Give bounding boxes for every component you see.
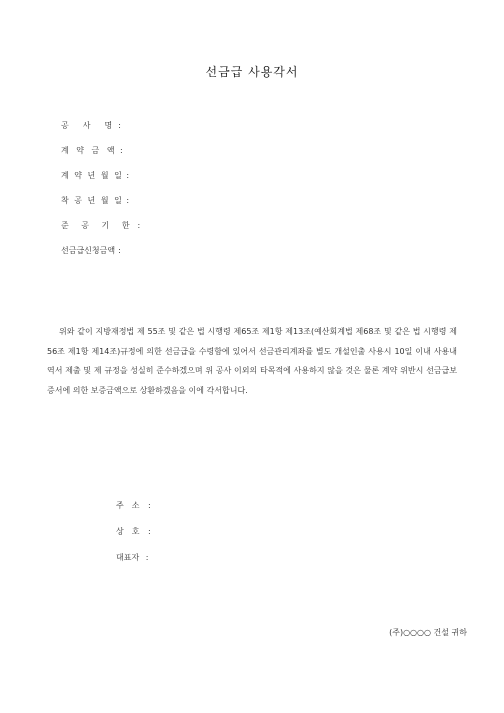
signature-company [116, 526, 151, 538]
field-construction-name [61, 120, 121, 132]
field-colon: : [137, 221, 141, 230]
pledge-body-text: 위와 같이 지방재정법 제 55조 및 같은 법 시행령 제65조 제1항 제13조(예산회계법 제68조 및 같은 법 시행령 제56조 제1항 제14조)규정에 의한 선금급을 수령함에 있어서 선금관리계좌를 별도 개설인출 사용시 10일 이내 사용내역서 제출 및 제 규정을 성실히 준수하겠으며 위 공사 이외의 타목적에 사용하지 않을 것은 물론 계약 위반시 선금급보증서에 의한 보증금액으로 상환하겠음을 이에 각서합니다. [47, 327, 457, 395]
field-colon: : [118, 246, 121, 255]
signature-address [116, 500, 151, 512]
field-completion-deadline [61, 220, 140, 232]
signature-label: 상 호 [116, 527, 140, 536]
field-label: 계 약 년 월 일 [61, 171, 124, 180]
field-advance-request-amount [61, 245, 121, 257]
addressee: (주)○○○○ 건설 귀하 [389, 628, 467, 637]
signature-colon: : [148, 501, 151, 510]
field-colon: : [120, 146, 123, 155]
signature-label: 대표자 [116, 553, 140, 562]
field-label: 착 공 년 월 일 [61, 196, 124, 205]
signature-representative [116, 552, 148, 564]
field-label: 준 공 기 한 [61, 221, 135, 230]
field-colon: : [118, 121, 121, 130]
signature-colon: : [145, 553, 149, 562]
field-contract-amount [61, 145, 123, 157]
field-label: 공 사 명 [61, 121, 116, 130]
signature-colon: : [148, 527, 151, 536]
field-contract-date [61, 170, 129, 182]
field-colon: : [126, 171, 130, 180]
signature-label: 주 소 [116, 501, 140, 510]
field-colon: : [126, 196, 130, 205]
field-label: 계 약 금 액 [61, 146, 118, 155]
field-label: 선금급신청금액 [61, 246, 116, 255]
document-title: 선금급 사용각서 [205, 65, 299, 79]
field-start-date [61, 195, 129, 207]
